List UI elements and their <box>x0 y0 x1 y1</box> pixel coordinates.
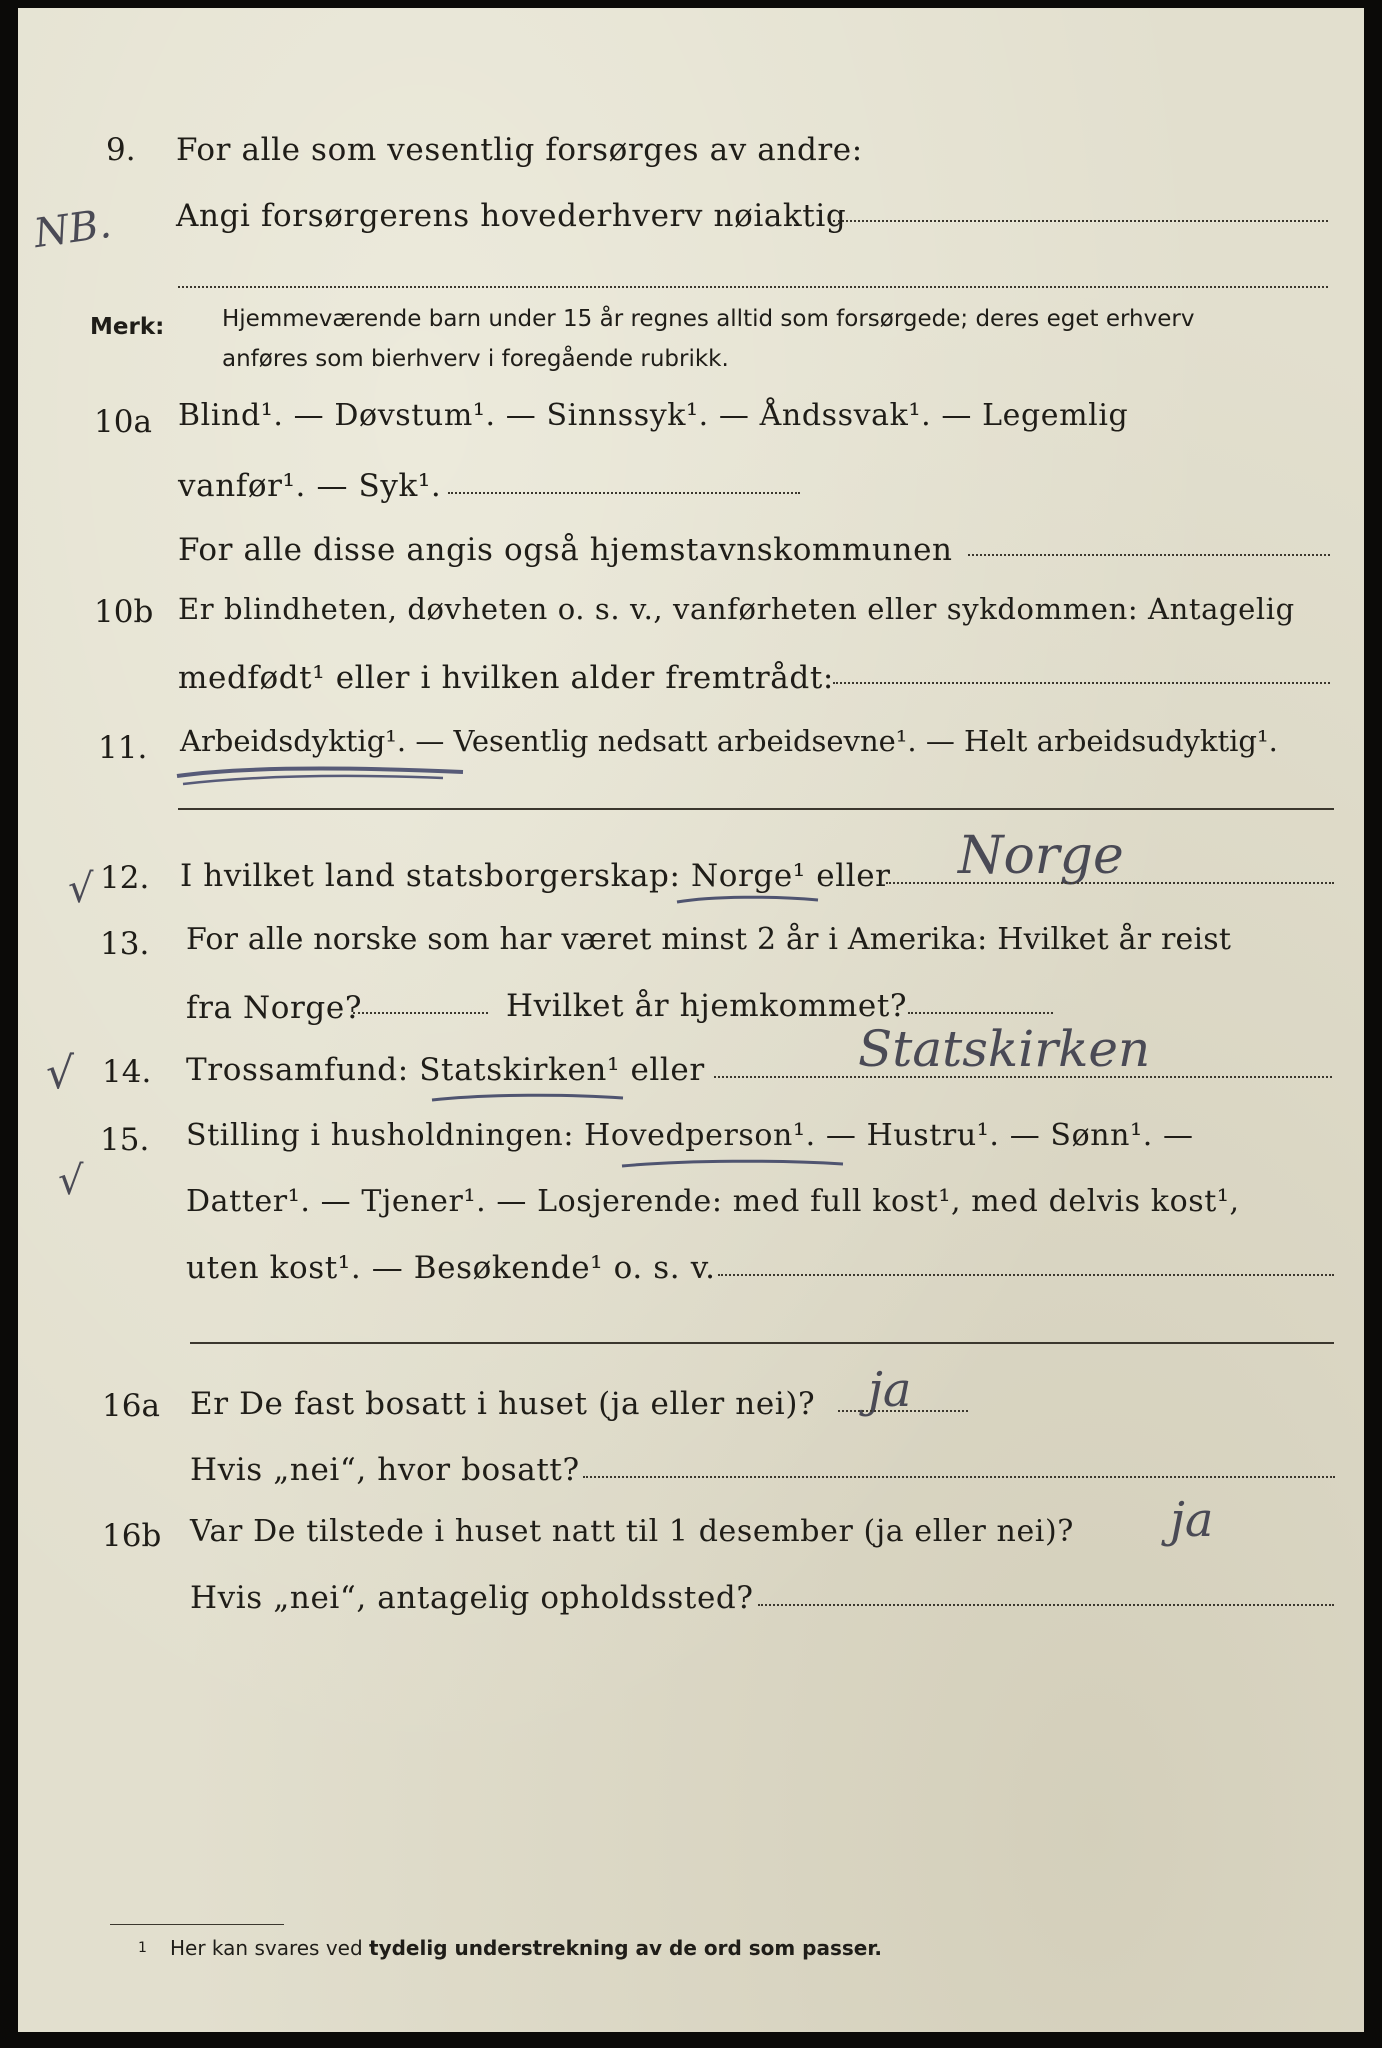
q10b-line1: Er blindheten, døvheten o. s. v., vanførheten eller sykdommen: Antagelig <box>178 592 1295 626</box>
q16b-handwritten-answer: ja <box>1170 1492 1214 1548</box>
merk-line1: Hjemmeværende barn under 15 år regnes alltid som forsørgede; deres eget erhverv <box>222 306 1195 332</box>
q16a-line2: Hvis „nei“, hvor bosatt? <box>190 1452 580 1488</box>
footnote-marker: 1 <box>138 1940 147 1956</box>
census-form-page <box>18 8 1364 2032</box>
q11-underline-mark <box>173 762 473 792</box>
q11-number: 11. <box>98 730 148 766</box>
q13-right-line <box>908 1012 1053 1014</box>
q14-handwritten-answer: Statskirken <box>858 1020 1151 1078</box>
q13-line2b: Hvilket år hjemkommet? <box>506 988 908 1024</box>
q10a-line1: Blind¹. — Døvstum¹. — Sinnssyk¹. — Åndssvak¹. — Legemlig <box>178 398 1129 433</box>
q13-line2a: fra Norge? <box>186 990 363 1026</box>
footnote-text <box>170 1936 882 1960</box>
q15-line1: Stilling i husholdningen: Hovedperson¹. — Hustru¹. — Sønn¹. — <box>186 1118 1194 1153</box>
q12-line1: I hvilket land statsborgerskap: Norge¹ eller <box>180 858 891 894</box>
q9-line2: Angi forsørgerens hovederhverv nøiaktig <box>176 198 847 234</box>
q15-answer-line <box>718 1274 1334 1276</box>
q14-underline-mark <box>428 1090 628 1110</box>
q13-left-line <box>353 1012 488 1014</box>
q16b-place-line <box>758 1604 1334 1606</box>
q14-line1: Trossamfund: Statskirken¹ eller <box>186 1052 705 1088</box>
q14-number: 14. <box>102 1054 152 1090</box>
q12-underline-mark <box>673 892 823 912</box>
q16b-number: 16b <box>102 1518 162 1554</box>
margin-initials: NB. <box>31 200 114 258</box>
margin-check-15: √ <box>58 1158 84 1204</box>
q15-number: 15. <box>100 1122 150 1158</box>
q15-rule <box>190 1342 1334 1344</box>
q16a-number: 16a <box>102 1388 160 1424</box>
q13-number: 13. <box>100 926 150 962</box>
q16a-answer-line <box>838 1410 968 1412</box>
q15-underline-mark <box>618 1156 848 1176</box>
margin-check-12: √ <box>68 866 94 912</box>
q9-answer-line <box>833 220 1328 222</box>
q10b-answer-line <box>833 682 1330 684</box>
q10a-number: 10a <box>94 404 152 440</box>
footnote-text-b: tydelig understrekning av de ord som passer. <box>369 1936 882 1960</box>
q9-answer-line-2 <box>178 286 1328 288</box>
q11-line1: Arbeidsdyktig¹. — Vesentlig nedsatt arbeidsevne¹. — Helt arbeidsudyktig¹. <box>180 724 1278 758</box>
q10a-home-line <box>968 554 1330 556</box>
q15-line2: Datter¹. — Tjener¹. — Losjerende: med full kost¹, med delvis kost¹, <box>186 1184 1240 1219</box>
q16a-where-line <box>583 1476 1335 1478</box>
q10b-line2: medfødt¹ eller i hvilken alder fremtrådt: <box>178 660 834 696</box>
q11-rule <box>178 808 1334 810</box>
merk-label: Merk: <box>90 314 165 340</box>
q16a-handwritten-answer: ja <box>868 1362 912 1418</box>
q12-handwritten-answer: Norge <box>958 826 1124 886</box>
q10a-line2: vanfør¹. — Syk¹. <box>178 468 442 504</box>
merk-line2: anføres som bierhverv i foregående rubrikk. <box>222 346 729 372</box>
q16a-line1: Er De fast bosatt i huset (ja eller nei)? <box>190 1386 816 1422</box>
q12-number: 12. <box>100 860 150 896</box>
q10a-sick-line <box>448 492 800 494</box>
q12-answer-line <box>886 882 1334 884</box>
q16b-line2: Hvis „nei“, antagelig opholdssted? <box>190 1580 754 1616</box>
q9-number: 9. <box>106 132 136 168</box>
q9-line1: For alle som vesentlig forsørges av andre: <box>176 132 863 168</box>
q14-answer-line <box>714 1076 1332 1078</box>
footnote-text-a: Her kan svares ved <box>170 1936 363 1960</box>
q10a-line3: For alle disse angis også hjemstavnskommunen <box>178 532 953 568</box>
q16b-line1: Var De tilstede i huset natt til 1 desember (ja eller nei)? <box>190 1514 1074 1549</box>
q13-line1: For alle norske som har været minst 2 år i Amerika: Hvilket år reist <box>186 922 1232 957</box>
margin-check-14: √ <box>46 1048 75 1099</box>
q10b-number: 10b <box>94 594 154 630</box>
q15-line3: uten kost¹. — Besøkende¹ o. s. v. <box>186 1250 716 1286</box>
footnote-rule <box>110 1924 284 1925</box>
